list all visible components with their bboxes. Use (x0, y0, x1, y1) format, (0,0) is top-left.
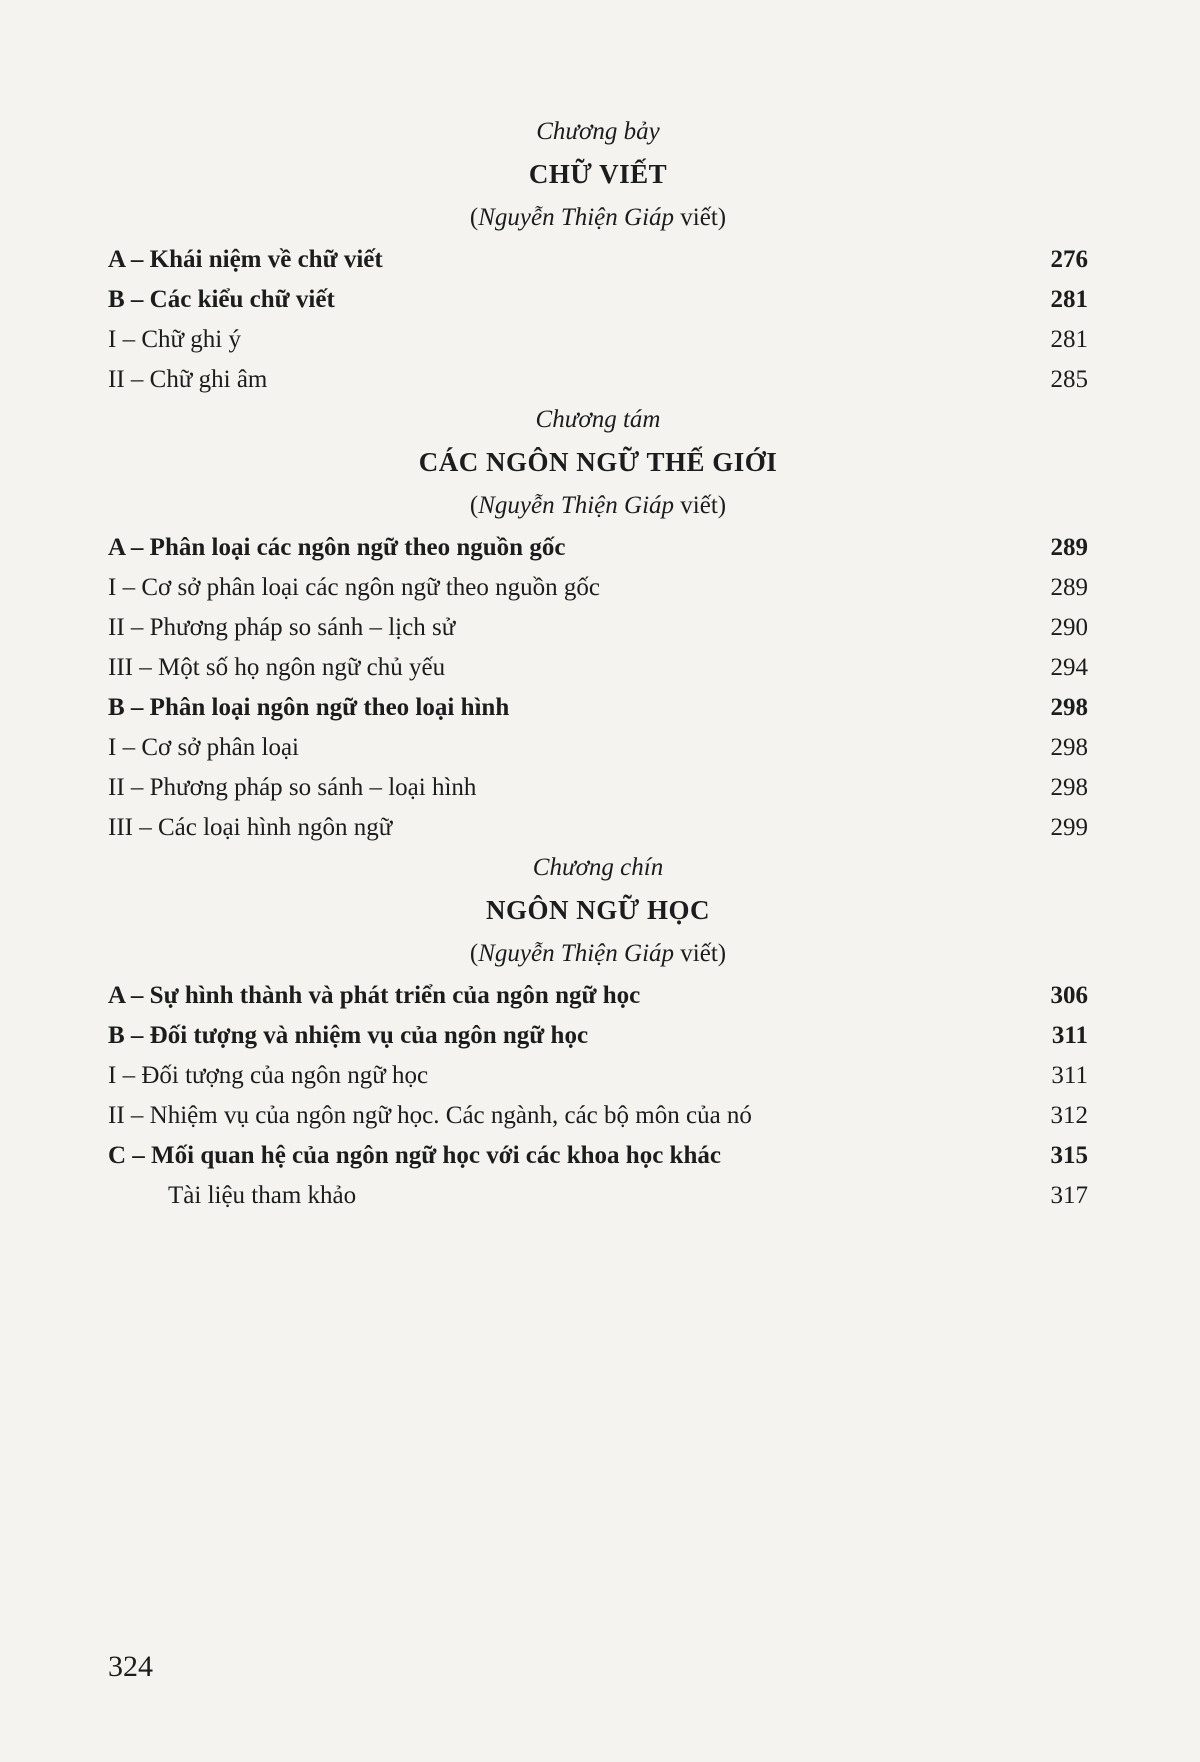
chapter-author: (Nguyễn Thiện Giáp viết) (469, 940, 727, 967)
toc-entry: II – Phương pháp so sánh – loại hình 298 (108, 774, 1088, 801)
chapter-title: CÁC NGÔN NGỮ THẾ GIỚI (418, 447, 778, 477)
author-suffix: viết (680, 940, 718, 967)
table-of-contents (108, 112, 1088, 1216)
toc-entry: III – Một số họ ngôn ngữ chủ yếu 294 (108, 654, 1088, 681)
toc-entry: II – Nhiệm vụ của ngôn ngữ học. Các ngành, các bộ môn của nó 312 (108, 1102, 1088, 1129)
author-name: Nguyễn Thiện Giáp (478, 492, 675, 519)
chapter-label: Chương tám (535, 406, 661, 433)
toc-entry: C – Mối quan hệ của ngôn ngữ học với các khoa học khác 315 (108, 1142, 1088, 1169)
toc-entry: B – Đối tượng và nhiệm vụ của ngôn ngữ học 311 (108, 1022, 1088, 1049)
toc-entry: A – Sự hình thành và phát triển của ngôn ngữ học 306 (108, 982, 1088, 1009)
chapter-author: (Nguyễn Thiện Giáp viết) (469, 204, 727, 231)
chapter-label: Chương chín (532, 854, 664, 881)
page-number: 324 (108, 1650, 153, 1683)
toc-entry: II – Chữ ghi âm 285 (108, 366, 1088, 393)
toc-entry: I – Đối tượng của ngôn ngữ học 311 (108, 1062, 1088, 1089)
chapter-author: (Nguyễn Thiện Giáp viết) (469, 492, 727, 519)
toc-entry: B – Phân loại ngôn ngữ theo loại hình 298 (108, 694, 1088, 721)
chapter-label: Chương bảy (536, 118, 660, 145)
toc-entry: III – Các loại hình ngôn ngữ 299 (108, 814, 1088, 841)
chapter-title: CHỮ VIẾT (528, 159, 668, 189)
author-suffix: viết (680, 492, 718, 519)
chapter-title: NGÔN NGỮ HỌC (486, 895, 710, 925)
toc-entry: II – Phương pháp so sánh – lịch sử 290 (108, 614, 1088, 641)
author-name: Nguyễn Thiện Giáp (478, 204, 675, 231)
toc-entry: B – Các kiểu chữ viết 281 (108, 286, 1088, 313)
author-name: Nguyễn Thiện Giáp (478, 940, 675, 967)
toc-entry: I – Cơ sở phân loại các ngôn ngữ theo nguồn gốc 289 (108, 574, 1088, 601)
author-suffix: viết (680, 204, 718, 231)
toc-entry: I – Cơ sở phân loại 298 (108, 734, 1088, 761)
toc-entry-references: Tài liệu tham khảo 317 (168, 1182, 1088, 1209)
toc-entry: A – Phân loại các ngôn ngữ theo nguồn gốc 289 (108, 534, 1088, 561)
toc-entry: A – Khái niệm về chữ viết 276 (108, 246, 1088, 273)
toc-entry: I – Chữ ghi ý 281 (108, 326, 1088, 353)
